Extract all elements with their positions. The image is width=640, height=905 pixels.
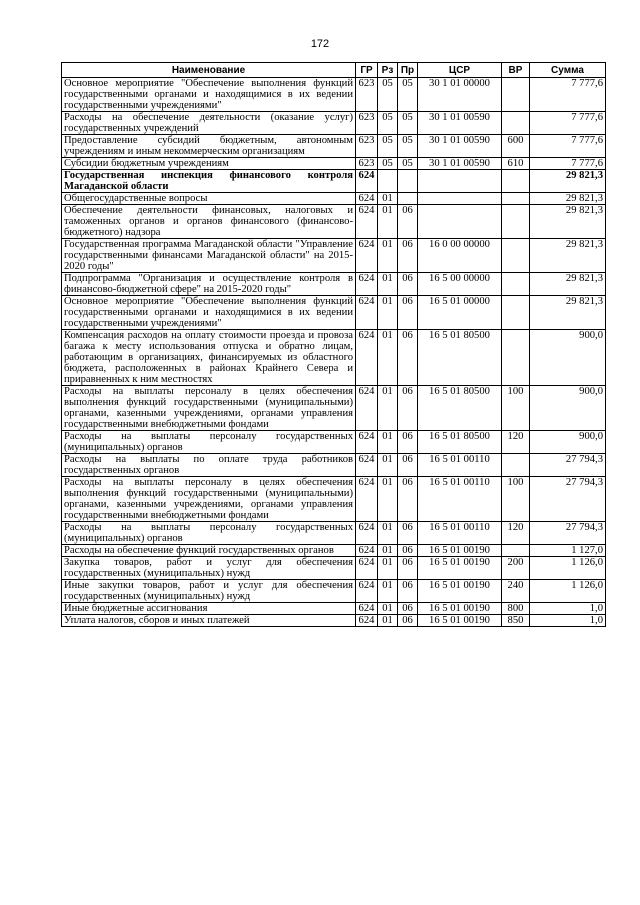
cell-name: Расходы на выплаты персоналу в целях обеспечения выполнения функций государственными (муниципальными) органами, казенными учреждениями, органами управления государственными внебюджетными фондами: [62, 477, 356, 522]
cell-vr: 120: [502, 522, 530, 545]
cell-name: Иные закупки товаров, работ и услуг для обеспечения государственных (муниципальных) нужд: [62, 580, 356, 603]
cell-name: Государственная программа Магаданской области "Управление государственными финансами Магаданской области" на 2015-2020 годы": [62, 239, 356, 273]
cell-pr: 05: [398, 135, 418, 158]
cell-vr: 850: [502, 615, 530, 627]
cell-rz: 01: [378, 580, 398, 603]
table-row: [62, 615, 606, 627]
cell-pr: 06: [398, 431, 418, 454]
cell-csr: 30 1 01 00590: [418, 158, 502, 170]
cell-gr: 624: [356, 477, 378, 522]
cell-name: Государственная инспекция финансового контроля Магаданской области: [62, 170, 356, 193]
table-body: [62, 78, 606, 627]
cell-csr: 16 5 01 00190: [418, 545, 502, 557]
table-row: [62, 580, 606, 603]
cell-csr: [418, 193, 502, 205]
cell-name: Компенсация расходов на оплату стоимости проезда и провоза багажа к месту использования отпуска и обратно лицам, работающим в организациях, финансируемых из областного бюджета, расположенных в районах Крайнего Севера и приравненных к ним местностях: [62, 330, 356, 386]
cell-sum: 1,0: [530, 603, 606, 615]
cell-rz: 01: [378, 386, 398, 431]
cell-gr: 624: [356, 615, 378, 627]
table-row: [62, 135, 606, 158]
cell-csr: 30 1 01 00590: [418, 135, 502, 158]
cell-csr: 16 5 01 00110: [418, 477, 502, 522]
cell-pr: [398, 170, 418, 193]
cell-rz: 01: [378, 193, 398, 205]
table-row: [62, 296, 606, 330]
cell-gr: 624: [356, 205, 378, 239]
cell-name: Предоставление субсидий бюджетным, автономным учреждениям и иным некоммерческим организациям: [62, 135, 356, 158]
cell-name: Основное мероприятие "Обеспечение выполнения функций государственными органами и находящимися в их ведении государственными учреждениями": [62, 78, 356, 112]
cell-csr: 30 1 01 00590: [418, 112, 502, 135]
cell-vr: 120: [502, 431, 530, 454]
cell-gr: 623: [356, 112, 378, 135]
cell-gr: 624: [356, 170, 378, 193]
cell-vr: [502, 193, 530, 205]
cell-vr: [502, 273, 530, 296]
cell-name: Расходы на обеспечение функций государственных органов: [62, 545, 356, 557]
cell-rz: 01: [378, 273, 398, 296]
table-row: [62, 330, 606, 386]
cell-pr: 06: [398, 386, 418, 431]
cell-csr: 16 5 01 00190: [418, 580, 502, 603]
cell-pr: 06: [398, 239, 418, 273]
header-pr: Пр: [398, 63, 418, 78]
cell-rz: 05: [378, 78, 398, 112]
cell-rz: 01: [378, 615, 398, 627]
cell-pr: 05: [398, 112, 418, 135]
cell-sum: 29 821,3: [530, 170, 606, 193]
cell-csr: 16 5 01 80500: [418, 431, 502, 454]
cell-csr: 16 5 01 80500: [418, 386, 502, 431]
cell-name: Подпрограмма "Организация и осуществление контроля в финансово-бюджетной сфере" на 2015-2020 годы": [62, 273, 356, 296]
cell-gr: 624: [356, 239, 378, 273]
cell-rz: 01: [378, 205, 398, 239]
cell-sum: 900,0: [530, 431, 606, 454]
cell-pr: 06: [398, 580, 418, 603]
cell-gr: 624: [356, 454, 378, 477]
cell-vr: 610: [502, 158, 530, 170]
header-csr: ЦСР: [418, 63, 502, 78]
cell-vr: [502, 78, 530, 112]
cell-rz: 01: [378, 545, 398, 557]
cell-rz: 05: [378, 158, 398, 170]
table-header-row: [62, 63, 606, 78]
cell-pr: 06: [398, 273, 418, 296]
cell-vr: 100: [502, 386, 530, 431]
cell-rz: 05: [378, 135, 398, 158]
cell-rz: 05: [378, 112, 398, 135]
header-sum: Сумма: [530, 63, 606, 78]
cell-gr: 623: [356, 78, 378, 112]
cell-sum: 900,0: [530, 386, 606, 431]
cell-vr: 240: [502, 580, 530, 603]
cell-csr: [418, 205, 502, 239]
cell-rz: 01: [378, 431, 398, 454]
cell-pr: 06: [398, 603, 418, 615]
cell-csr: 30 1 01 00000: [418, 78, 502, 112]
cell-sum: 1,0: [530, 615, 606, 627]
cell-rz: 01: [378, 477, 398, 522]
table-row: [62, 273, 606, 296]
cell-gr: 624: [356, 296, 378, 330]
table-row: [62, 78, 606, 112]
cell-gr: 624: [356, 386, 378, 431]
cell-sum: 1 127,0: [530, 545, 606, 557]
cell-sum: 7 777,6: [530, 135, 606, 158]
cell-sum: 7 777,6: [530, 158, 606, 170]
cell-csr: 16 5 01 00000: [418, 296, 502, 330]
cell-csr: 16 5 00 00000: [418, 273, 502, 296]
cell-name: Расходы на выплаты персоналу в целях обеспечения выполнения функций государственными (муниципальными) органами, казенными учреждениями, органами управления государственными внебюджетными фондами: [62, 386, 356, 431]
cell-pr: 05: [398, 78, 418, 112]
cell-csr: 16 5 01 00190: [418, 557, 502, 580]
budget-table: [61, 62, 606, 627]
cell-sum: 1 126,0: [530, 557, 606, 580]
cell-rz: [378, 170, 398, 193]
cell-sum: 29 821,3: [530, 239, 606, 273]
cell-name: Иные бюджетные ассигнования: [62, 603, 356, 615]
table-row: [62, 239, 606, 273]
cell-rz: 01: [378, 522, 398, 545]
cell-csr: 16 5 01 00190: [418, 603, 502, 615]
cell-sum: 29 821,3: [530, 193, 606, 205]
cell-gr: 623: [356, 135, 378, 158]
cell-csr: [418, 170, 502, 193]
cell-pr: 06: [398, 545, 418, 557]
cell-gr: 623: [356, 158, 378, 170]
cell-name: Закупка товаров, работ и услуг для обеспечения государственных (муниципальных) нужд: [62, 557, 356, 580]
cell-pr: 06: [398, 557, 418, 580]
cell-rz: 01: [378, 557, 398, 580]
cell-pr: 06: [398, 477, 418, 522]
cell-gr: 624: [356, 545, 378, 557]
cell-gr: 624: [356, 557, 378, 580]
cell-sum: 29 821,3: [530, 273, 606, 296]
cell-name: Расходы на выплаты по оплате труда работников государственных органов: [62, 454, 356, 477]
table-row: [62, 557, 606, 580]
cell-vr: 800: [502, 603, 530, 615]
cell-csr: 16 5 01 80500: [418, 330, 502, 386]
cell-vr: 600: [502, 135, 530, 158]
cell-name: Основное мероприятие "Обеспечение выполнения функций государственными органами и находящимися в их ведении государственными учреждениями": [62, 296, 356, 330]
cell-rz: 01: [378, 330, 398, 386]
cell-csr: 16 5 01 00110: [418, 522, 502, 545]
page-number: 172: [310, 38, 330, 50]
table-row: [62, 170, 606, 193]
cell-rz: 01: [378, 296, 398, 330]
cell-vr: 100: [502, 477, 530, 522]
cell-vr: 200: [502, 557, 530, 580]
cell-gr: 624: [356, 522, 378, 545]
cell-name: Расходы на выплаты персоналу государственных (муниципальных) органов: [62, 431, 356, 454]
header-vr: ВР: [502, 63, 530, 78]
header-name: Наименование: [62, 63, 356, 78]
cell-sum: 27 794,3: [530, 522, 606, 545]
cell-vr: [502, 170, 530, 193]
cell-gr: 624: [356, 603, 378, 615]
cell-sum: 7 777,6: [530, 78, 606, 112]
table-row: [62, 545, 606, 557]
cell-vr: [502, 330, 530, 386]
cell-name: Субсидии бюджетным учреждениям: [62, 158, 356, 170]
cell-sum: 29 821,3: [530, 296, 606, 330]
table-row: [62, 477, 606, 522]
cell-rz: 01: [378, 454, 398, 477]
cell-vr: [502, 239, 530, 273]
cell-pr: 06: [398, 330, 418, 386]
cell-name: Расходы на выплаты персоналу государственных (муниципальных) органов: [62, 522, 356, 545]
cell-gr: 624: [356, 330, 378, 386]
cell-vr: [502, 205, 530, 239]
cell-csr: 16 5 01 00110: [418, 454, 502, 477]
table-row: [62, 431, 606, 454]
cell-gr: 624: [356, 580, 378, 603]
cell-sum: 7 777,6: [530, 112, 606, 135]
cell-pr: 06: [398, 522, 418, 545]
cell-pr: 06: [398, 296, 418, 330]
header-gr: ГР: [356, 63, 378, 78]
cell-gr: 624: [356, 193, 378, 205]
table-row: [62, 112, 606, 135]
cell-name: Общегосударственные вопросы: [62, 193, 356, 205]
cell-sum: 1 126,0: [530, 580, 606, 603]
cell-pr: 06: [398, 454, 418, 477]
cell-vr: [502, 545, 530, 557]
cell-pr: 06: [398, 205, 418, 239]
cell-vr: [502, 112, 530, 135]
cell-pr: 05: [398, 158, 418, 170]
cell-vr: [502, 296, 530, 330]
cell-rz: 01: [378, 603, 398, 615]
table-row: [62, 454, 606, 477]
cell-name: Уплата налогов, сборов и иных платежей: [62, 615, 356, 627]
cell-sum: 900,0: [530, 330, 606, 386]
table-row: [62, 522, 606, 545]
header-rz: Рз: [378, 63, 398, 78]
table-row: [62, 158, 606, 170]
cell-pr: [398, 193, 418, 205]
cell-vr: [502, 454, 530, 477]
table-row: [62, 386, 606, 431]
table-row: [62, 603, 606, 615]
cell-csr: 16 0 00 00000: [418, 239, 502, 273]
cell-gr: 624: [356, 431, 378, 454]
cell-csr: 16 5 01 00190: [418, 615, 502, 627]
cell-sum: 29 821,3: [530, 205, 606, 239]
cell-name: Обеспечение деятельности финансовых, налоговых и таможенных органов и органов финансового (финансово-бюджетного) надзора: [62, 205, 356, 239]
cell-name: Расходы на обеспечение деятельности (оказание услуг) государственных учреждений: [62, 112, 356, 135]
table-row: [62, 193, 606, 205]
cell-sum: 27 794,3: [530, 454, 606, 477]
cell-pr: 06: [398, 615, 418, 627]
cell-sum: 27 794,3: [530, 477, 606, 522]
cell-rz: 01: [378, 239, 398, 273]
table-row: [62, 205, 606, 239]
cell-gr: 624: [356, 273, 378, 296]
